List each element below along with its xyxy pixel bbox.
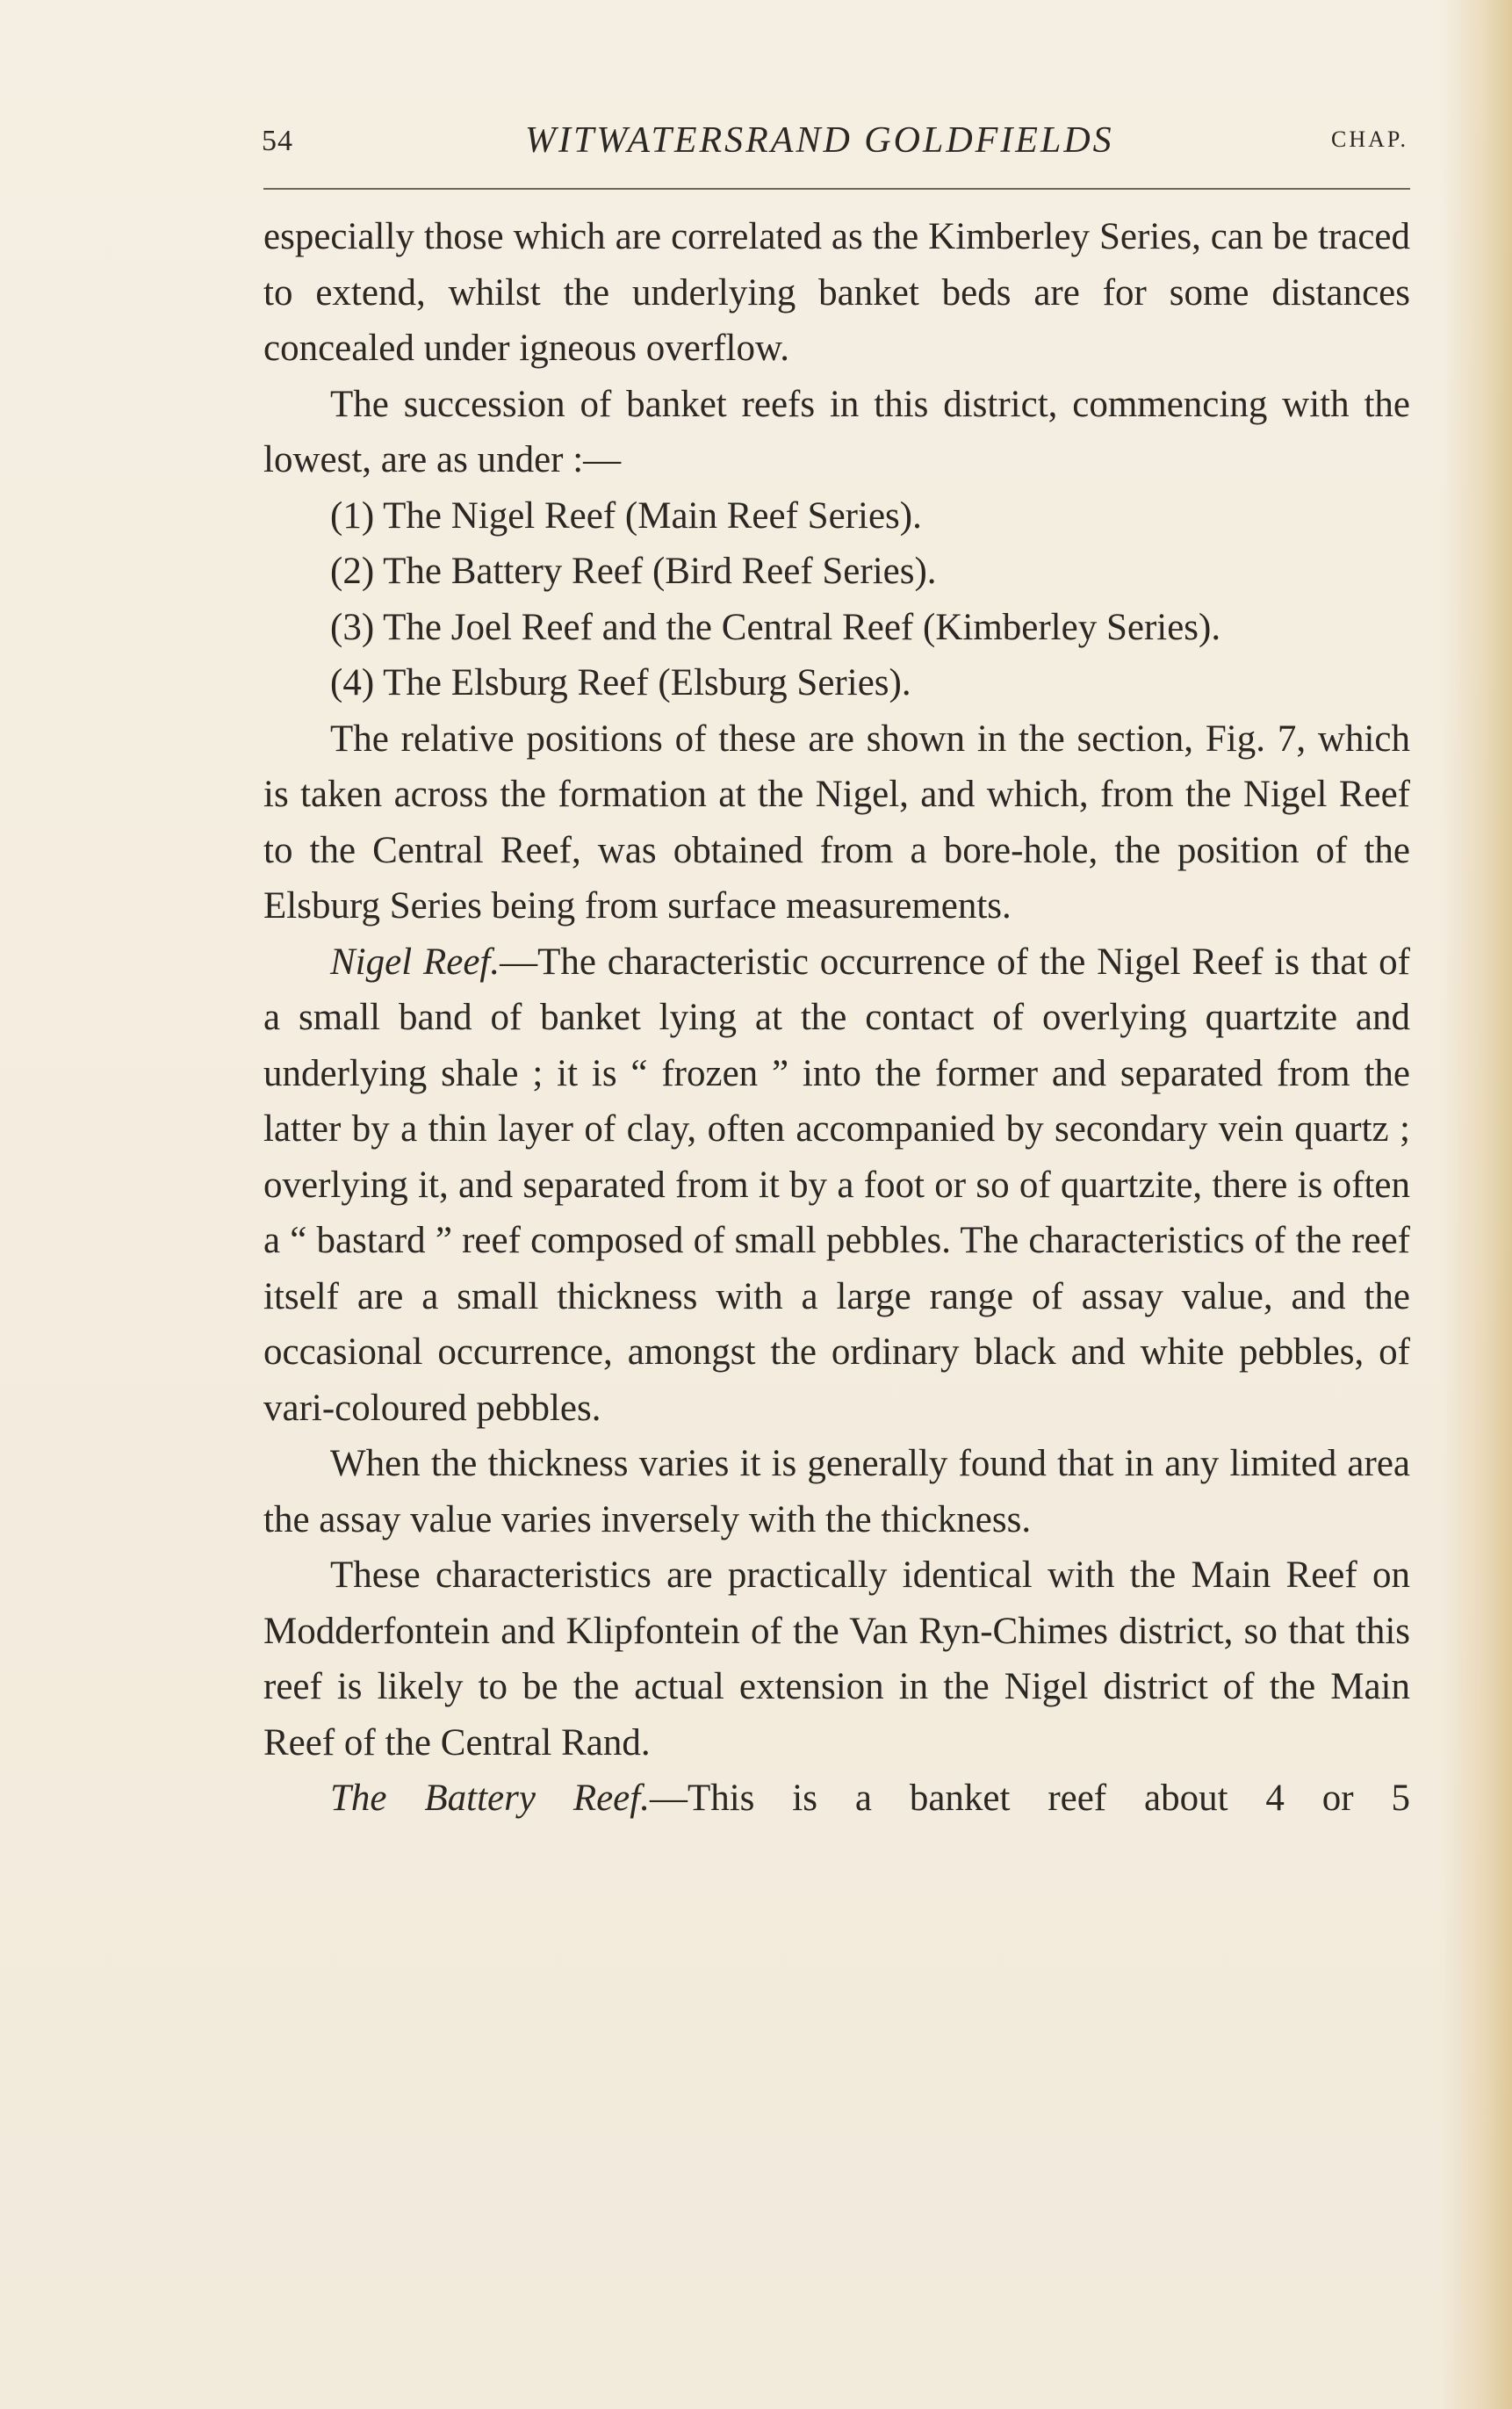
running-title: WITWATERSRAND GOLDFIELDS bbox=[525, 120, 1114, 161]
page-number: 54 bbox=[262, 125, 293, 157]
paragraph-relative-positions: The relative positions of these are shown in the section, Fig. 7, which is taken across the formation at the Nigel, and which, from the Nigel Reef to the Central Reef, was obtained from a bore-hole, the position of the Elsburg Series being from surface measurements. bbox=[263, 718, 1410, 927]
list-item-elsburg: (4) The Elsburg Reef (Elsburg Series). bbox=[330, 662, 911, 703]
list-item-battery: (2) The Battery Reef (Bird Reef Series). bbox=[330, 551, 937, 592]
paragraph-characteristics: These characteristics are practically identical with the Main Reef on Modderfontein and Klipfontein of the Van Ryn-Chimes district, so that this reef is likely to be the actual extension in the Nigel district of the Main Reef of the Central Rand. bbox=[263, 1554, 1410, 1763]
battery-reef-text: —This is a banket reef about 4 or 5 bbox=[649, 1778, 1410, 1819]
paragraph-thickness: When the thickness varies it is generally found that in any limited area the assay value varies inversely with the thickness. bbox=[263, 1443, 1410, 1540]
paragraph-succession: The succession of banket reefs in this district, commencing with the lowest, are as under :— bbox=[263, 383, 1410, 480]
header-rule bbox=[263, 188, 1410, 190]
nigel-reef-heading: Nigel Reef. bbox=[330, 941, 500, 983]
chapter-label: CHAP. bbox=[1331, 126, 1408, 152]
paragraph-nigel-reef bbox=[263, 934, 1410, 1437]
page-header bbox=[262, 119, 1408, 169]
nigel-reef-text: —The characteristic occurrence of the Nigel Reef is that of a small band of banket lying at the contact of overlying quartzite and underlying shale ; it is “ frozen ” into the former and separated from the latter by a thin layer of clay, often accompanied by secondary vein quartz ; overlying it, and separated from it by a foot or so of quartzite, there is often a “ bastard ” reef composed of small pebbles. The characteristics of the reef itself are a small thickness with a large range of assay value, and the occasional occurrence, amongst the ordinary black and white pebbles, of vari-coloured pebbles. bbox=[263, 941, 1411, 1429]
list-item-nigel: (1) The Nigel Reef (Main Reef Series). bbox=[330, 494, 922, 537]
list-item-joel-central: (3) The Joel Reef and the Central Reef (Kimberley Series). bbox=[330, 606, 1221, 648]
paragraph-continuation: especially those which are correlated as the Kimberley Series, can be traced to extend, whilst the underlying banket beds are for some distances concealed under igneous overflow. bbox=[263, 216, 1410, 369]
battery-reef-heading: The Battery Reef. bbox=[330, 1778, 650, 1819]
paragraph-battery-reef bbox=[263, 1771, 1410, 1827]
body-text bbox=[263, 209, 1410, 1827]
